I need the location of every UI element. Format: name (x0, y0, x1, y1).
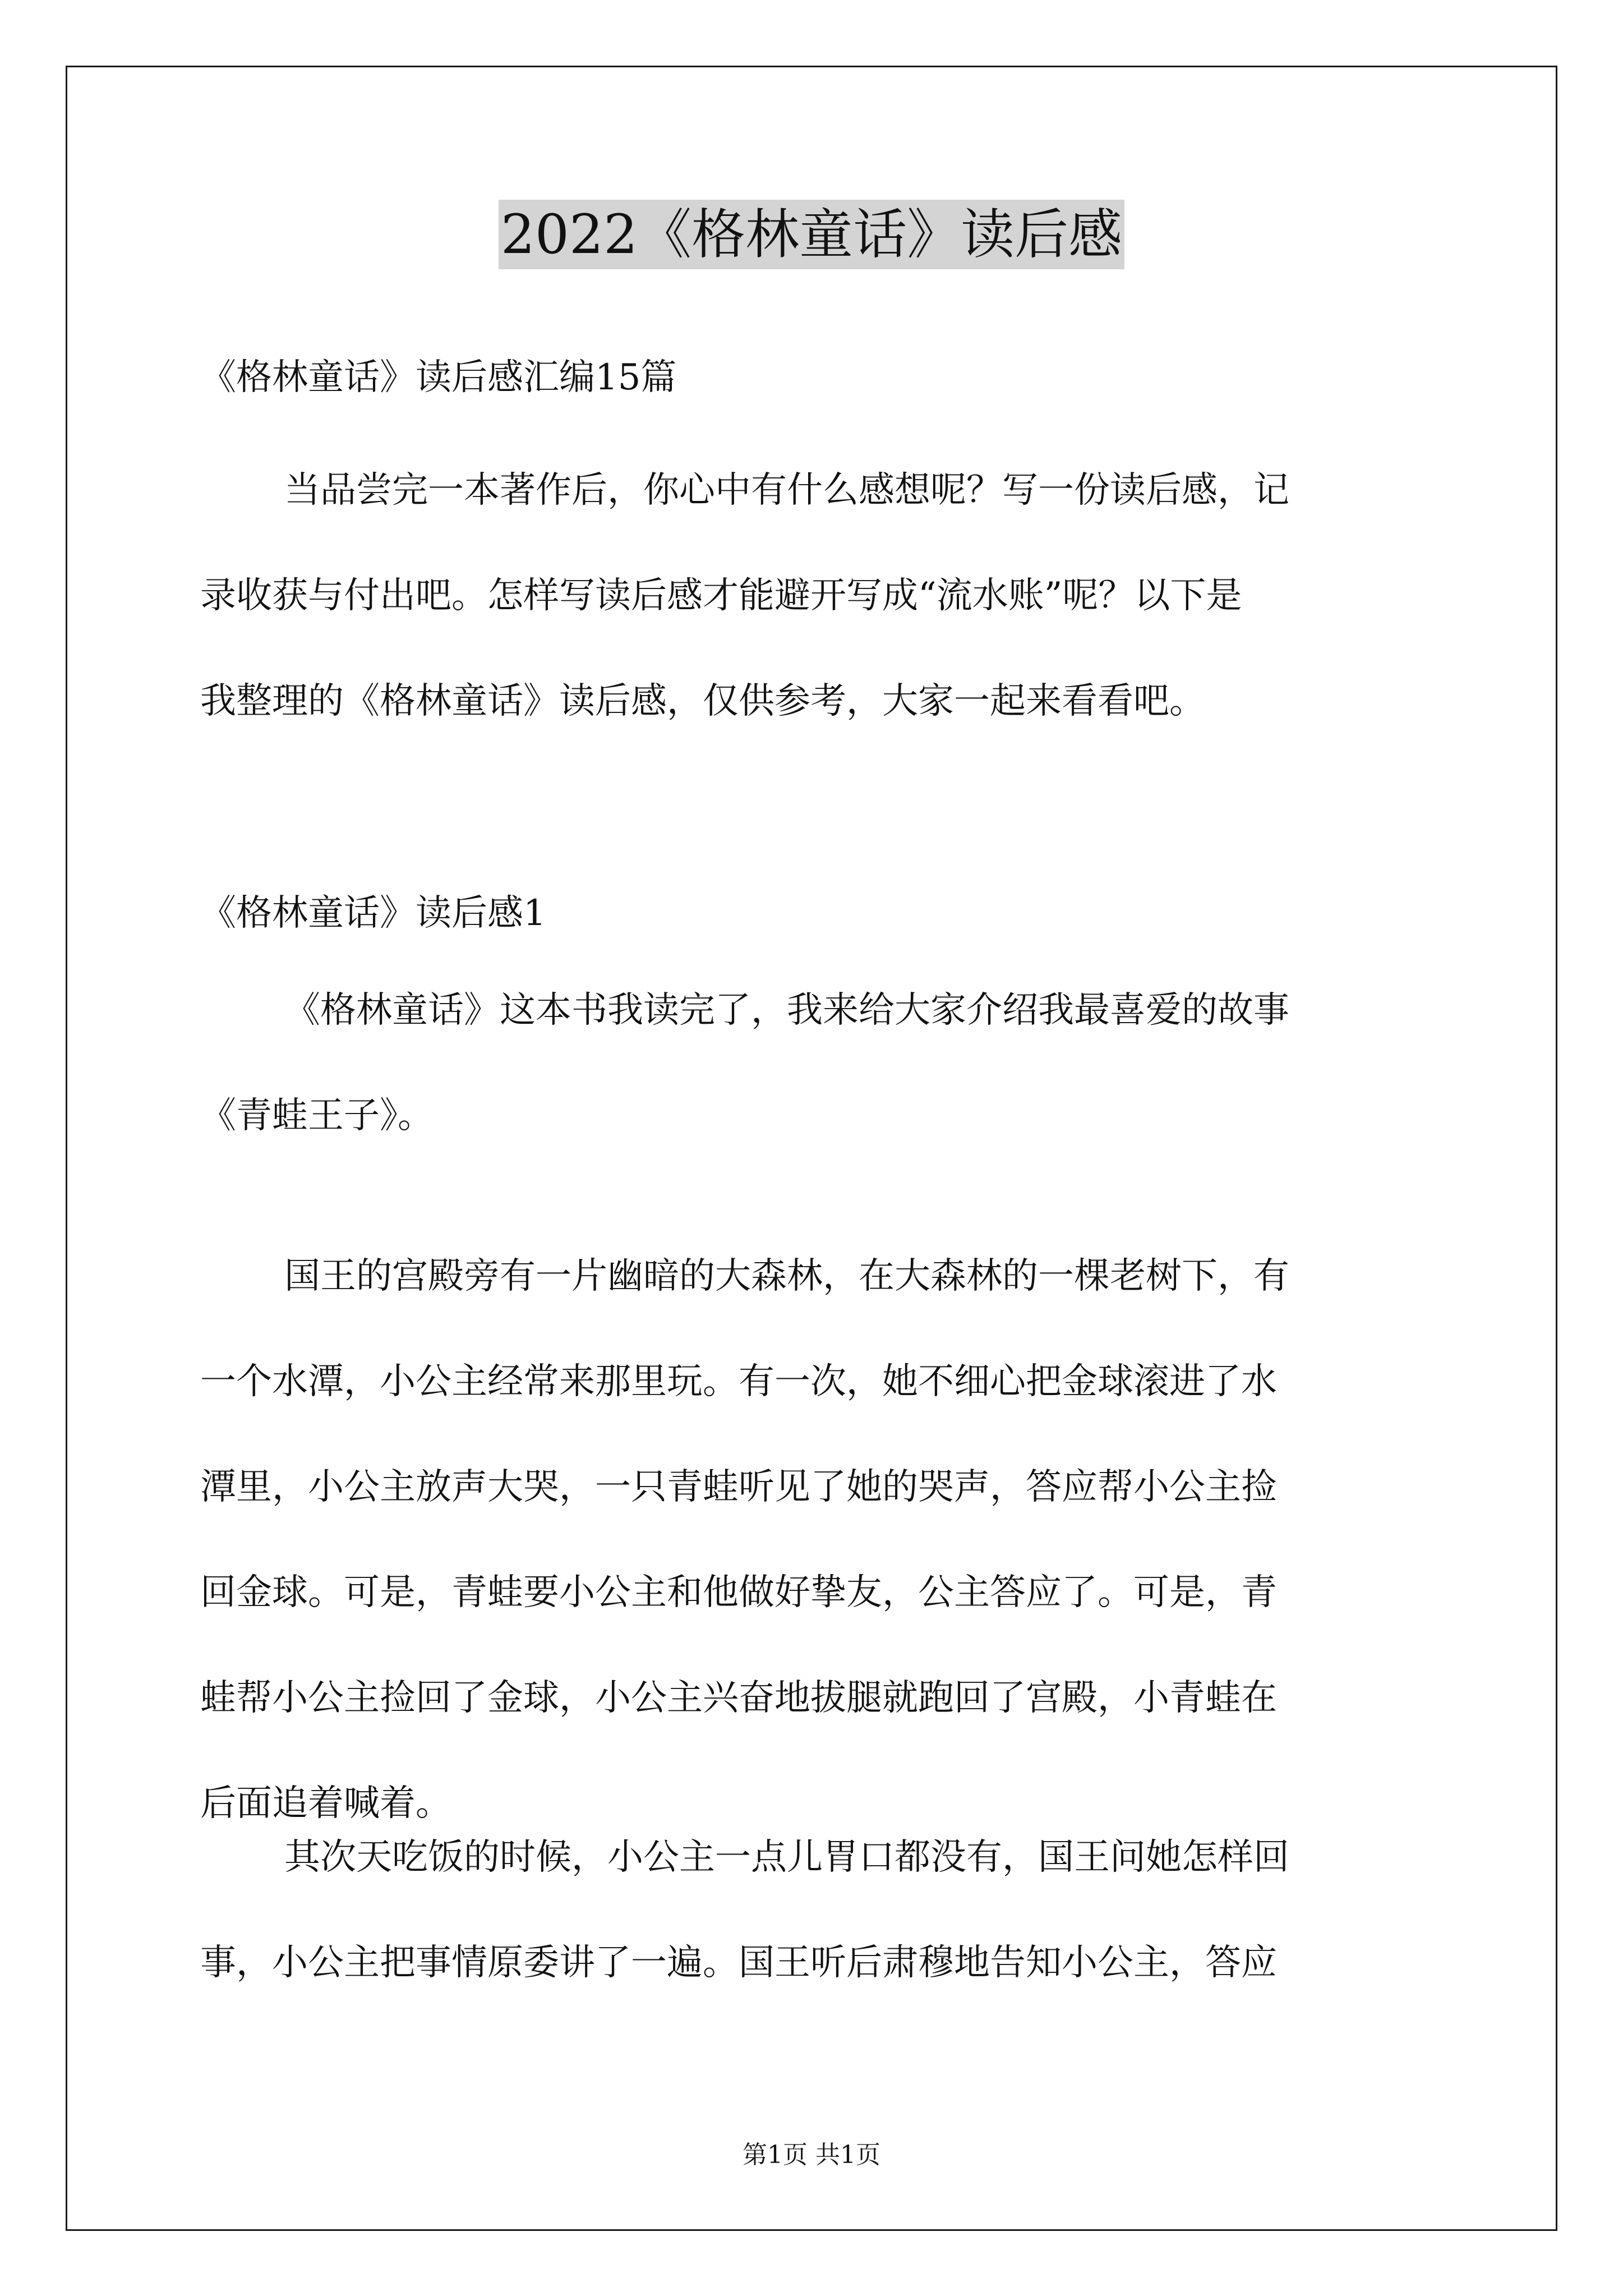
paragraph-line: 事，小公主把事情原委讲了一遍。国王听后肃穆地告知小公主，答应 (200, 1942, 1277, 1984)
intro-line: 我整理的《格林童话》读后感，仅供参考，大家一起来看看吧。 (200, 680, 1205, 722)
paragraph-2 (200, 1223, 1434, 1856)
document-title (0, 197, 1623, 272)
intro-line: 当品尝完一本著作后，你心中有什么感想呢？写一份读后感，记 (284, 470, 1289, 511)
section-heading: 《格林童话》读后感1 (200, 892, 546, 934)
page-footer: 第1页 共1页 (743, 2141, 880, 2169)
paragraph-3 (200, 1805, 1434, 2016)
paragraph-line: 《格林童话》这本书我读完了，我来给大家介绍我最喜爱的故事 (284, 990, 1289, 1031)
paragraph-line: 国王的宫殿旁有一片幽暗的大森林，在大森林的一棵老树下，有 (284, 1255, 1289, 1297)
document-title-text: 2022《格林童话》读后感 (499, 200, 1124, 269)
document-subtitle: 《格林童话》读后感汇编15篇 (200, 357, 677, 398)
paragraph-line: 一个水潭，小公主经常来那里玩。有一次，她不细心把金球滚进了水 (200, 1361, 1277, 1402)
paragraph-line: 回金球。可是，青蛙要小公主和他做好挚友，公主答应了。可是，青 (200, 1572, 1277, 1613)
paragraph-1 (200, 958, 1434, 1168)
paragraph-line: 潭里，小公主放声大哭，一只青蛙听见了她的哭声，答应帮小公主捡 (200, 1466, 1277, 1508)
paragraph-line: 后面追着喊着。 (200, 1783, 451, 1824)
intro-paragraph (200, 438, 1434, 754)
paragraph-line: 其次天吃饭的时候，小公主一点儿胃口都没有，国王问她怎样回 (284, 1837, 1289, 1878)
paragraph-line: 《青蛙王子》。 (200, 1095, 434, 1137)
paragraph-line: 蛙帮小公主捡回了金球，小公主兴奋地拔腿就跑回了宫殿，小青蛙在 (200, 1677, 1277, 1719)
intro-line: 录收获与付出吧。怎样写读后感才能避开写成“流水账”呢？以下是 (200, 575, 1242, 616)
